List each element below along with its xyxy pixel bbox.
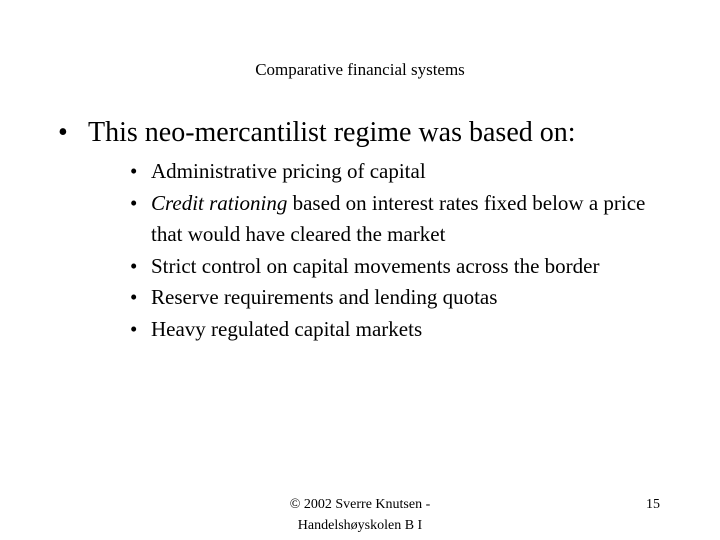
page-number: 15 — [646, 497, 660, 512]
bullet-icon: • — [130, 285, 138, 309]
sub-bullet-item — [130, 156, 670, 188]
sub-bullet-text — [151, 285, 497, 309]
sub-bullet-plain-text: Strict control on capital movements across the border — [151, 253, 600, 278]
sub-bullet-plain-text: Administrative pricing of capital — [151, 159, 426, 183]
bullet-icon: • — [130, 253, 138, 278]
sub-bullet-item — [130, 188, 670, 251]
bullet-icon: • — [130, 159, 138, 183]
main-bullet-text: This neo-mercantilist regime was based on: — [88, 117, 576, 148]
sub-bullet-plain-text: based on interest rates fixed below a price that would have cleared the market — [151, 190, 646, 246]
bullet-icon: • — [130, 190, 138, 215]
sub-bullet-plain-text: Reserve requirements and lending quotas — [151, 285, 498, 309]
sub-bullet-text — [151, 159, 426, 183]
footer-copyright-line-2: Handelshøyskolen B I — [297, 518, 423, 533]
bullet-icon: • — [130, 316, 138, 341]
sub-bullet-text — [151, 317, 422, 341]
sub-bullet-text — [151, 191, 645, 247]
sub-bullet-text — [151, 254, 599, 278]
slide-header-title: Comparative financial systems — [255, 60, 465, 79]
sub-bullet-item — [130, 282, 670, 314]
sub-bullet-item — [130, 314, 670, 346]
sub-bullet-plain-text: Heavy regulated capital markets — [151, 316, 423, 341]
sub-bullet-emphasis: Credit rationing — [151, 190, 288, 215]
sub-bullet-item — [130, 251, 670, 283]
footer-copyright-line-1: © 2002 Sverre Knutsen - — [289, 497, 431, 512]
footer-copyright — [230, 494, 490, 536]
bullet-icon: • — [58, 117, 68, 148]
sub-bullet-list — [130, 156, 670, 345]
